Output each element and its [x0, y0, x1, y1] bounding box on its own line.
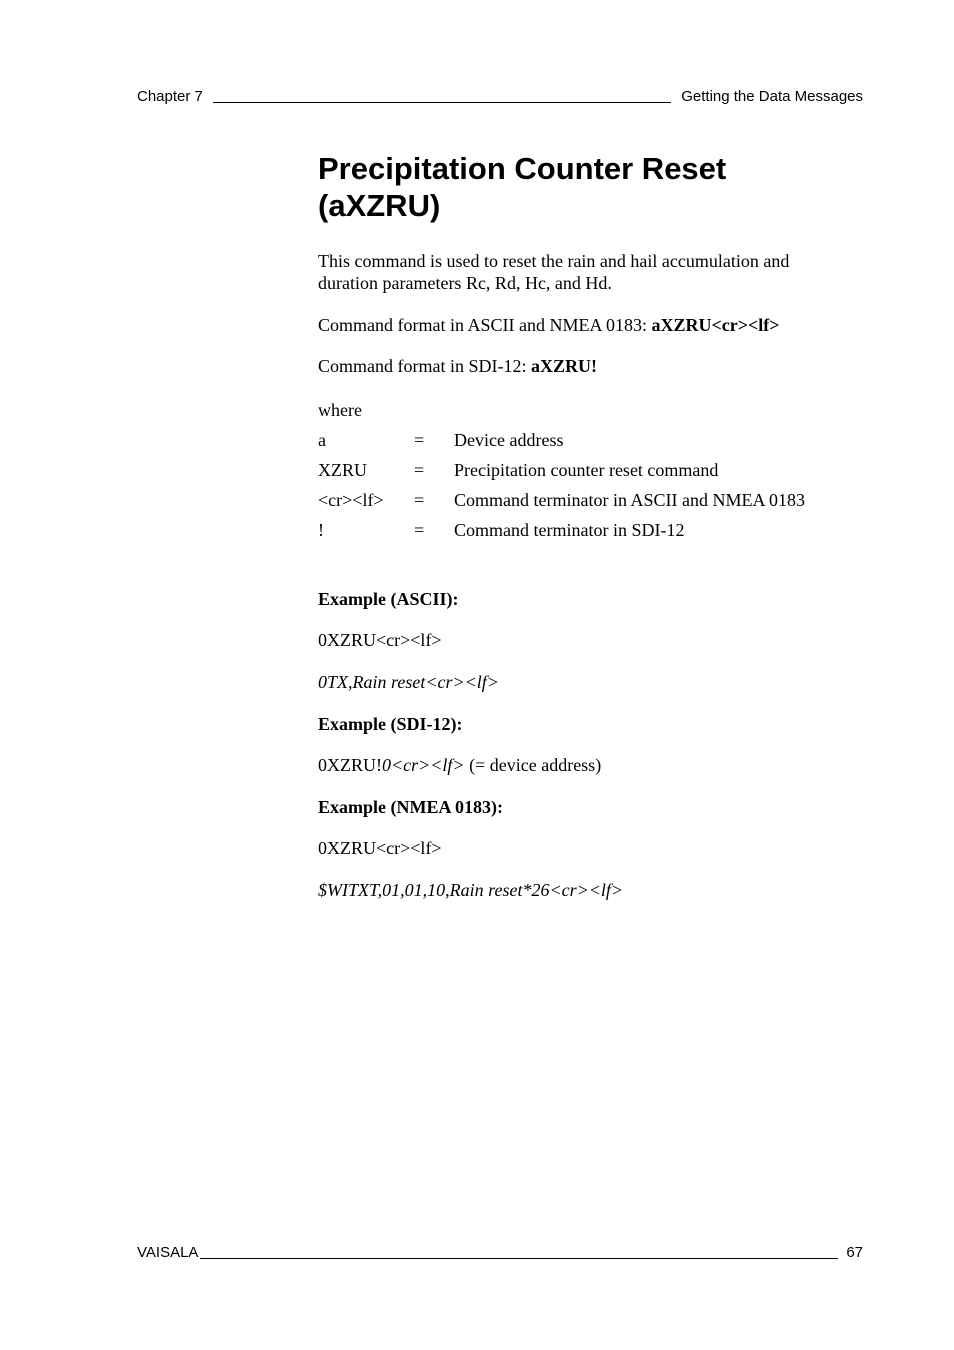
section-label: Getting the Data Messages — [681, 88, 863, 105]
footer-rule — [200, 1257, 838, 1259]
example-ascii-heading-text: Example (ASCII): — [318, 589, 459, 609]
company-name: VAISALA — [137, 1244, 199, 1261]
where-row — [318, 455, 805, 485]
where-symbol: XZRU — [318, 459, 367, 480]
title-line-1: Precipitation Counter Reset — [318, 151, 727, 186]
where-description: Command terminator in ASCII and NMEA 0183 — [454, 489, 805, 510]
where-equals: = — [414, 459, 425, 480]
example-nmea-response-text: $WITXT,01,01,10,Rain reset*26<cr><lf> — [318, 880, 624, 900]
format-ascii-command: aXZRU<cr><lf> — [651, 315, 780, 335]
title-line-2: (aXZRU) — [318, 188, 441, 223]
where-symbol: ! — [318, 519, 324, 540]
intro-paragraph — [318, 250, 863, 294]
example-nmea-heading — [318, 796, 863, 818]
example-sdi-heading — [318, 713, 863, 735]
where-equals: = — [414, 429, 425, 450]
example-ascii-heading — [318, 588, 863, 610]
where-description: Device address — [454, 429, 564, 450]
page-header — [137, 86, 863, 106]
header-rule — [213, 101, 671, 103]
where-symbol: <cr><lf> — [318, 489, 384, 510]
where-symbol: a — [318, 429, 326, 450]
format-ascii-label: Command format in ASCII and NMEA 0183: — [318, 315, 652, 335]
format-ascii-line — [318, 314, 863, 336]
page-content — [318, 150, 863, 901]
where-equals: = — [414, 489, 425, 510]
format-sdi-command: aXZRU! — [530, 356, 597, 376]
intro-line-2: duration parameters Rc, Rd, Hc, and Hd. — [318, 273, 612, 293]
example-nmea-command: 0XZRU<cr><lf> — [318, 838, 442, 858]
where-description: Command terminator in SDI-12 — [454, 519, 685, 540]
where-row — [318, 425, 805, 455]
example-nmea-heading-text: Example (NMEA 0183): — [318, 797, 503, 817]
where-row — [318, 485, 805, 515]
example-sdi-response: 0<cr><lf> — [382, 755, 465, 775]
intro-line-1: This command is used to reset the rain and hail accumulation and — [318, 251, 790, 271]
where-description: Precipitation counter reset command — [454, 459, 719, 480]
example-ascii-response-text: 0TX,Rain reset<cr><lf> — [318, 672, 499, 692]
where-equals: = — [414, 519, 425, 540]
example-ascii-response — [318, 671, 863, 693]
where-label: where — [318, 400, 362, 420]
chapter-label: Chapter 7 — [137, 88, 203, 105]
where-row — [318, 515, 805, 545]
example-sdi-heading-text: Example (SDI-12): — [318, 714, 463, 734]
where-table — [318, 425, 805, 545]
example-nmea-response — [318, 879, 863, 901]
format-sdi-label: Command format in SDI-12: — [318, 356, 531, 376]
example-ascii-command: 0XZRU<cr><lf> — [318, 630, 442, 650]
example-sdi-line — [318, 754, 863, 776]
example-sdi-command: 0XZRU! — [318, 755, 382, 775]
example-sdi-note: (= device address) — [464, 755, 602, 775]
format-sdi-line — [318, 355, 863, 377]
page-footer — [137, 1242, 863, 1262]
page-title — [318, 150, 863, 224]
page-number: 67 — [846, 1244, 863, 1261]
